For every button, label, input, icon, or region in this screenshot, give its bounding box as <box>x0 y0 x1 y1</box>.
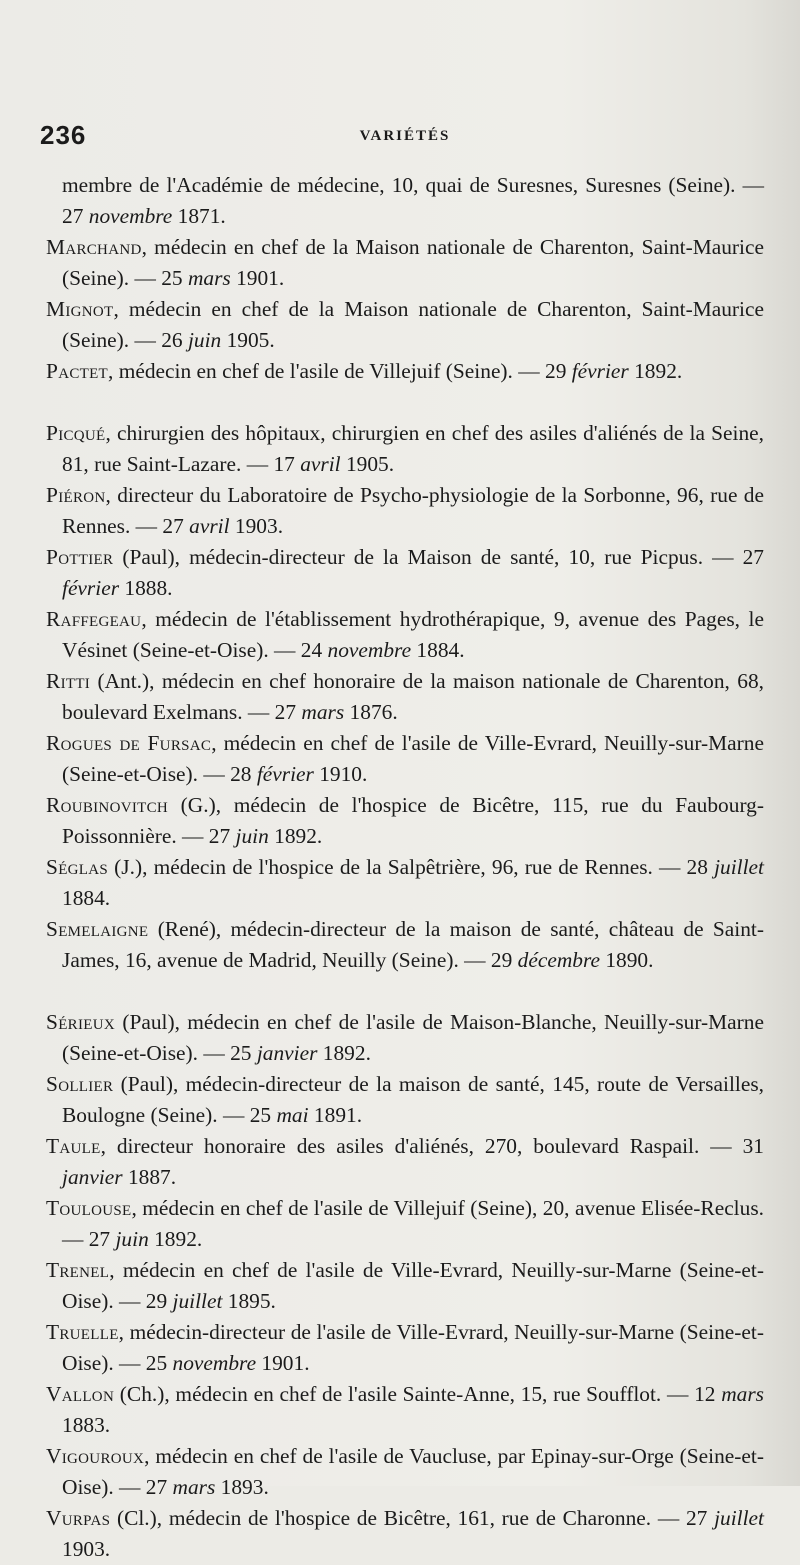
entry-text: , médecin en chef de l'asile de Villejuif (Seine), 20, avenue Elisée-Reclus. — 27 <box>62 1196 764 1251</box>
entry-text: (G.), médecin de l'hospice de Bicêtre, 115, rue du Faubourg-Poissonnière. — 27 <box>62 793 764 848</box>
entry-text: , directeur honoraire des asiles d'aliénés, 270, boulevard Raspail. — 31 <box>100 1134 764 1158</box>
entry-year: 1891. <box>308 1103 363 1127</box>
entry-year: 1892. <box>317 1041 371 1065</box>
entry-year: 1883. <box>62 1413 111 1437</box>
list-item <box>46 294 764 356</box>
entry-year: 1892. <box>268 824 323 848</box>
entry-year: 1903. <box>229 514 284 538</box>
entry-text: (Paul), médecin-directeur de la Maison de santé, 10, rue Picpus. — 27 <box>113 545 764 569</box>
entry-year: 1892. <box>628 359 683 383</box>
entry-year: 1895. <box>222 1289 276 1313</box>
entry-year: 1890. <box>600 948 654 972</box>
entry-text: (Ch.), médecin en chef de l'asile Sainte-Anne, 15, rue Soufflot. — 12 <box>114 1382 722 1406</box>
entry-year: 1910. <box>313 762 368 786</box>
entry-name: Vallon <box>46 1382 115 1406</box>
entry-text: (Ant.), médecin en chef honoraire de la maison nationale de Charenton, 68, boulevard Exelmans. — 27 <box>62 669 764 724</box>
list-item <box>46 1193 764 1255</box>
entry-year: 1892. <box>148 1227 203 1251</box>
entry-text: membre de l'Académie de médecine, 10, quai de Suresnes, Suresnes (Seine). — 27 <box>62 173 764 228</box>
list-item <box>46 1317 764 1379</box>
entry-name: Trenel <box>46 1258 110 1282</box>
list-item <box>46 728 764 790</box>
entry-name: Vurpas <box>46 1506 111 1530</box>
entry-name: Toulouse <box>46 1196 132 1220</box>
entry-date: février <box>62 576 120 600</box>
entry-date: décembre <box>517 948 600 972</box>
entry-year: 1884. <box>62 886 111 910</box>
list-item <box>46 1503 764 1565</box>
entry-text: , médecin en chef de l'asile de Vaucluse, par Epinay-sur-Orge (Seine-et-Oise). — 27 <box>62 1444 764 1499</box>
entry-date: mai <box>276 1103 309 1127</box>
entry-year: 1871. <box>172 204 226 228</box>
entry-year: 1888. <box>119 576 173 600</box>
entry-name: Rogues de Fursac <box>46 731 212 755</box>
entry-name: Semelaigne <box>46 917 149 941</box>
list-item <box>46 480 764 542</box>
entry-text: , médecin en chef de la Maison nationale de Charenton, Saint-Maurice (Seine). — 25 <box>62 235 764 290</box>
entry-date: avril <box>300 452 341 476</box>
page-header <box>40 120 770 160</box>
entry-date: avril <box>189 514 230 538</box>
entry-date: juillet <box>714 855 764 879</box>
entry-text: (Paul), médecin en chef de l'asile de Maison-Blanche, Neuilly-sur-Marne (Seine-et-Oise). — 25 <box>62 1010 764 1065</box>
entry-name: Taule <box>46 1134 101 1158</box>
entry-date: juin <box>115 1227 149 1251</box>
entry-name: Sollier <box>46 1072 114 1096</box>
list-item <box>46 1131 764 1193</box>
list-item <box>46 914 764 1007</box>
entry-text: , directeur du Laboratoire de Psycho-physiologie de la Sorbonne, 96, rue de Rennes. — 27 <box>62 483 764 538</box>
list-item <box>46 418 764 480</box>
entry-list <box>46 232 764 1565</box>
list-item <box>46 1379 764 1441</box>
list-item <box>46 852 764 914</box>
list-item <box>46 356 764 418</box>
entry-text: (Cl.), médecin de l'hospice de Bicêtre, 161, rue de Charonne. — 27 <box>110 1506 715 1530</box>
entry-text: , médecin en chef de l'asile de Villejuif (Seine). — 29 <box>108 359 572 383</box>
list-item <box>46 790 764 852</box>
entry-date: novembre <box>88 204 173 228</box>
list-item <box>46 1441 764 1503</box>
entry-name: Truelle <box>46 1320 119 1344</box>
entry-date: juillet <box>172 1289 223 1313</box>
entry-date: février <box>571 359 629 383</box>
entry-text: (René), médecin-directeur de la maison de santé, château de Saint-James, 16, avenue de Madrid, Neuilly (Seine). — 29 <box>62 917 764 972</box>
list-item <box>46 666 764 728</box>
list-item <box>46 170 764 232</box>
entry-year: 1905. <box>221 328 275 352</box>
list-item <box>46 542 764 604</box>
entry-date: mars <box>301 700 345 724</box>
entry-name: Marchand <box>46 235 142 259</box>
entry-name: Mignot <box>46 297 114 321</box>
entry-year: 1901. <box>256 1351 310 1375</box>
entry-text: , médecin en chef de l'asile de Ville-Evrard, Neuilly-sur-Marne (Seine-et-Oise). — 28 <box>62 731 764 786</box>
entry-name: Pactet <box>46 359 109 383</box>
entry-name: Ritti <box>46 669 91 693</box>
entry-name: Picqué <box>46 421 106 445</box>
entry-year: 1887. <box>122 1165 177 1189</box>
entry-year: 1905. <box>340 452 395 476</box>
member-list <box>46 170 764 1565</box>
list-item <box>46 232 764 294</box>
entry-name: Sérieux <box>46 1010 115 1034</box>
entry-name: Piéron <box>46 483 106 507</box>
entry-text: , médecin en chef de la Maison nationale de Charenton, Saint-Maurice (Seine). — 26 <box>62 297 764 352</box>
entry-name: Raffegeau <box>46 607 142 631</box>
entry-text: , médecin-directeur de l'asile de Ville-Evrard, Neuilly-sur-Marne (Seine-et-Oise). — 25 <box>62 1320 764 1375</box>
entry-name: Roubinovitch <box>46 793 169 817</box>
list-item <box>46 1255 764 1317</box>
entry-date: janvier <box>62 1165 123 1189</box>
list-item <box>46 1069 764 1131</box>
entry-year: 1876. <box>344 700 398 724</box>
entry-date: mars <box>721 1382 764 1406</box>
entry-text: , médecin en chef de l'asile de Ville-Evrard, Neuilly-sur-Marne (Seine-et-Oise). — 29 <box>62 1258 764 1313</box>
entry-year: 1884. <box>411 638 465 662</box>
entry-date: janvier <box>256 1041 318 1065</box>
entry-date: mars <box>187 266 231 290</box>
entry-text: , médecin de l'établissement hydrothérapique, 9, avenue des Pages, le Vésinet (Seine-et-Oise). — 24 <box>62 607 764 662</box>
entry-name: Pottier <box>46 545 114 569</box>
entry-text: (J.), médecin de l'hospice de la Salpêtrière, 96, rue de Rennes. — 28 <box>108 855 715 879</box>
entry-text: , chirurgien des hôpitaux, chirurgien en chef des asiles d'aliénés de la Seine, 81, rue Saint-Lazare. — 17 <box>62 421 764 476</box>
entry-name: Séglas <box>46 855 109 879</box>
entry-date: février <box>256 762 314 786</box>
list-item <box>46 604 764 666</box>
entry-date: juillet <box>714 1506 764 1530</box>
entry-date: novembre <box>327 638 412 662</box>
entry-text: (Paul), médecin-directeur de la maison de santé, 145, route de Versailles, Boulogne (Seine). — 25 <box>62 1072 764 1127</box>
entry-name: Vigouroux <box>46 1444 145 1468</box>
entry-date: juin <box>187 328 222 352</box>
entry-date: juin <box>235 824 269 848</box>
page-number: 236 <box>40 120 87 150</box>
entry-year: 1901. <box>230 266 285 290</box>
entry-year: 1903. <box>62 1537 111 1561</box>
list-item <box>46 1007 764 1069</box>
entry-date: mars <box>172 1475 216 1499</box>
running-head: VARIÉTÉS <box>359 128 451 144</box>
entry-date: novembre <box>172 1351 257 1375</box>
entry-year: 1893. <box>215 1475 269 1499</box>
